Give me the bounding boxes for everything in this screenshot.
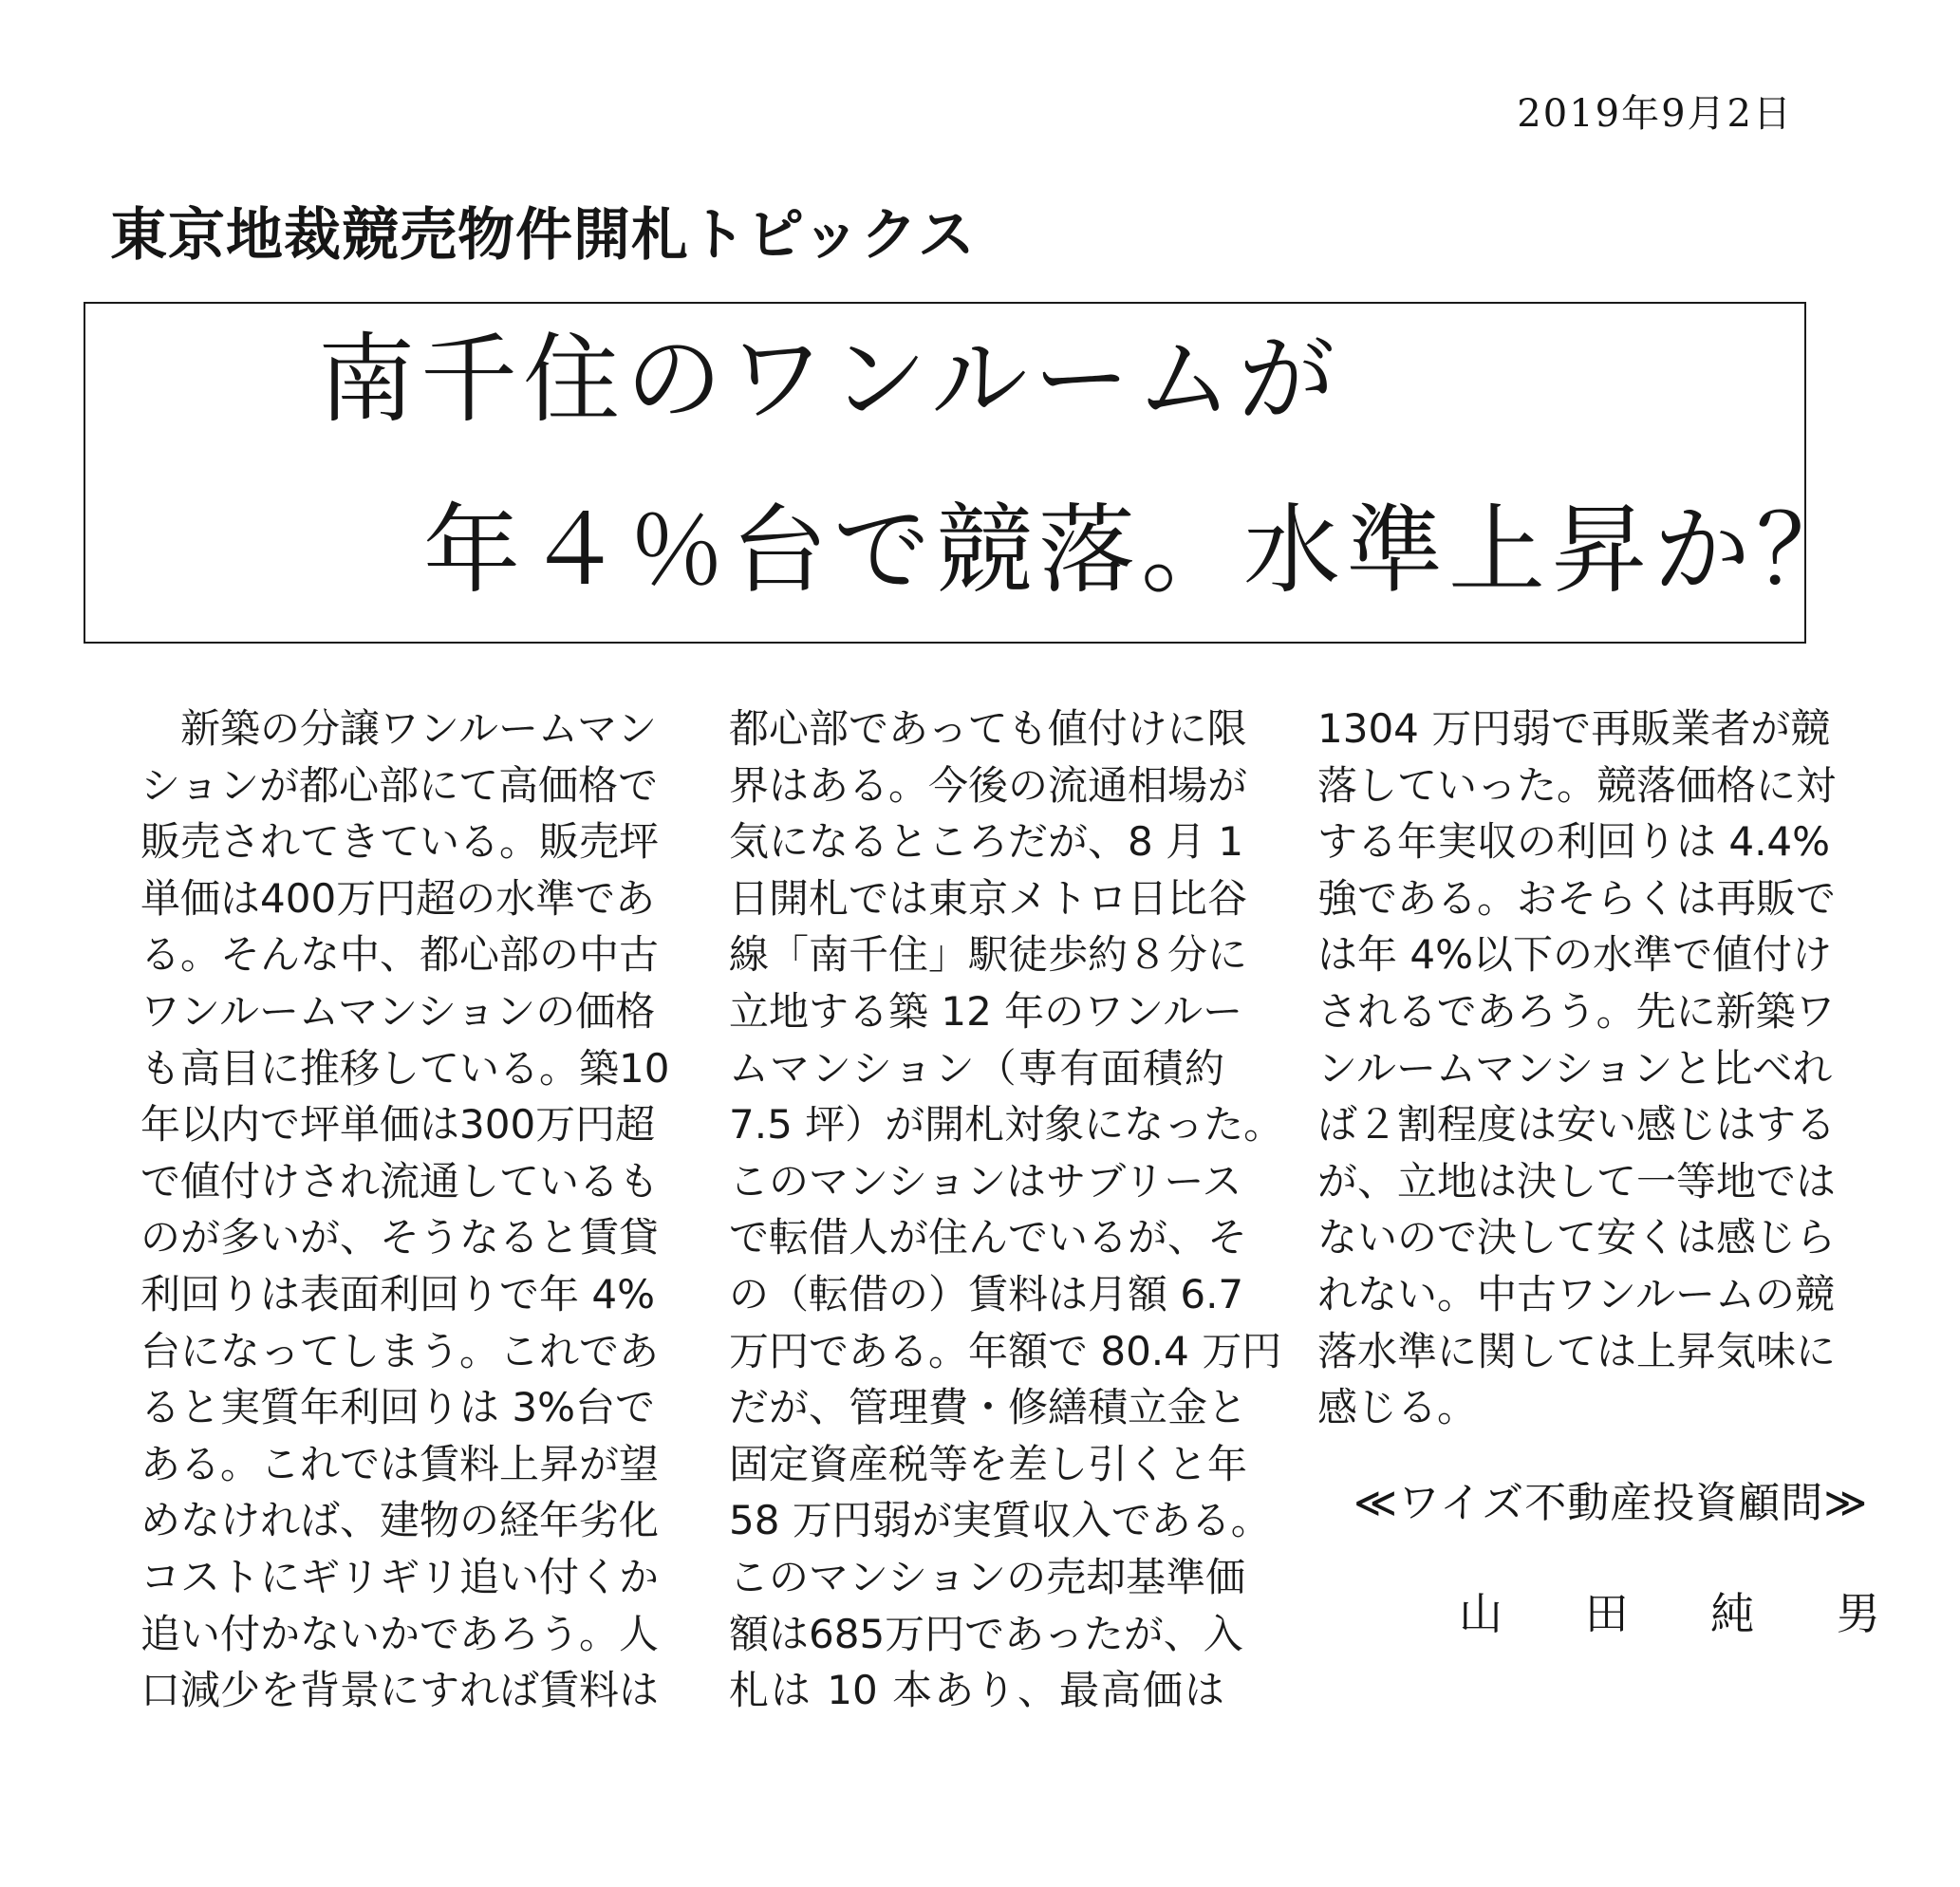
- body-line: ションが都心部にて高価格で: [140, 761, 659, 809]
- body-line: 新築の分譲ワンルームマン: [180, 705, 658, 752]
- body-line: 利回りは表面利回りで年 4%: [140, 1270, 655, 1317]
- body-line: ムマンション（専有面積約: [729, 1044, 1224, 1092]
- body-line: このマンションの売却基準価: [729, 1553, 1246, 1600]
- body-line: ば２割程度は安い感じはする: [1317, 1101, 1837, 1149]
- body-line: 感じる。: [1317, 1384, 1478, 1431]
- body-line: 界はある。今後の流通相場が: [729, 761, 1248, 809]
- body-column-2: [729, 701, 1284, 1719]
- body-line: が、立地は決して一等地では: [1317, 1157, 1837, 1205]
- body-line: 気になるところだが、8 月 1: [729, 818, 1244, 866]
- body-line: 口減少を背景にすれば賃料は: [140, 1667, 660, 1714]
- body-line: ンルームマンションと比べれ: [1317, 1044, 1833, 1092]
- body-line: 追い付かないかであろう。人: [140, 1610, 660, 1657]
- series-title: 東京地裁競売物件開札トピックス: [110, 202, 976, 269]
- body-line: 強である。おそらくは再販で: [1317, 874, 1837, 922]
- body-line: 線「南千住」駅徒歩約８分に: [729, 931, 1248, 979]
- body-line: 額は685万円であったが、入: [729, 1610, 1243, 1657]
- body-line: のが多いが、そうなると賃貸: [140, 1214, 660, 1261]
- body-line: れない。中古ワンルームの競: [1317, 1270, 1835, 1317]
- body-line: で値付けされ流通しているも: [140, 1157, 660, 1205]
- body-line: 58 万円弱が実質収入である。: [729, 1497, 1271, 1544]
- body-line: だが、管理費・修繕積立金と: [729, 1384, 1248, 1431]
- headline-box: [84, 302, 1858, 644]
- body-line: 日開札では東京メトロ日比谷: [729, 874, 1248, 922]
- body-line: で転借人が住んでいるが、そ: [729, 1214, 1248, 1261]
- body-line: 都心部であっても値付けに限: [729, 705, 1247, 752]
- body-line: 7.5 坪）が開札対象になった。: [729, 1101, 1284, 1149]
- body-line: も高目に推移している。築10: [140, 1044, 670, 1092]
- body-line: 1304 万円弱で再販業者が競: [1317, 705, 1831, 752]
- body-line: 販売されてきている。販売坪: [140, 818, 660, 866]
- body-line: の（転借の）賃料は月額 6.7: [729, 1270, 1244, 1317]
- body-column-1: [140, 701, 670, 1719]
- body-line: 落水準に関しては上昇気味に: [1317, 1327, 1837, 1374]
- body-column-3: [1317, 701, 1837, 1436]
- body-line: されるであろう。先に新築ワ: [1317, 987, 1836, 1035]
- body-line: は年 4%以下の水準で値付け: [1317, 931, 1832, 979]
- body-line: ワンルームマンションの価格: [140, 987, 656, 1035]
- body-line: 万円である。年額で 80.4 万円: [729, 1327, 1282, 1374]
- body-line: コストにギリギリ追い付くか: [140, 1553, 660, 1600]
- body-line: 札は 10 本あり、最高価は: [729, 1667, 1224, 1714]
- headline-line-2: 年４％台で競落。水準上昇か？: [423, 495, 1858, 607]
- signature-author: 山 田 純 男: [1459, 1588, 1914, 1639]
- body-line: 落していった。競落価格に対: [1317, 761, 1837, 809]
- body-line: このマンションはサブリース: [729, 1157, 1242, 1205]
- body-line: 台になってしまう。これであ: [140, 1327, 660, 1374]
- article-date: 2019年9月2日: [1517, 92, 1793, 136]
- body-line: する年実収の利回りは 4.4%: [1317, 818, 1831, 866]
- body-line: ると実質年利回りは 3%台で: [140, 1384, 655, 1431]
- body-line: 年以内で坪単価は300万円超: [140, 1101, 656, 1149]
- body-line: 固定資産税等を差し引くと年: [729, 1440, 1248, 1487]
- body-line: る。そんな中、都心部の中古: [140, 931, 660, 979]
- headline-line-1: 南千住のワンルームが: [318, 324, 1341, 437]
- signature-organization: ≪ワイズ不動産投資顧問≫: [1353, 1479, 1869, 1527]
- body-line: 立地する築 12 年のワンルー: [729, 987, 1243, 1035]
- body-line: ないので決して安くは感じら: [1317, 1214, 1837, 1261]
- body-line: 単価は400万円超の水準であ: [140, 874, 656, 922]
- body-line: ある。これでは賃料上昇が望: [140, 1440, 660, 1487]
- body-line: めなければ、建物の経年劣化: [140, 1497, 660, 1544]
